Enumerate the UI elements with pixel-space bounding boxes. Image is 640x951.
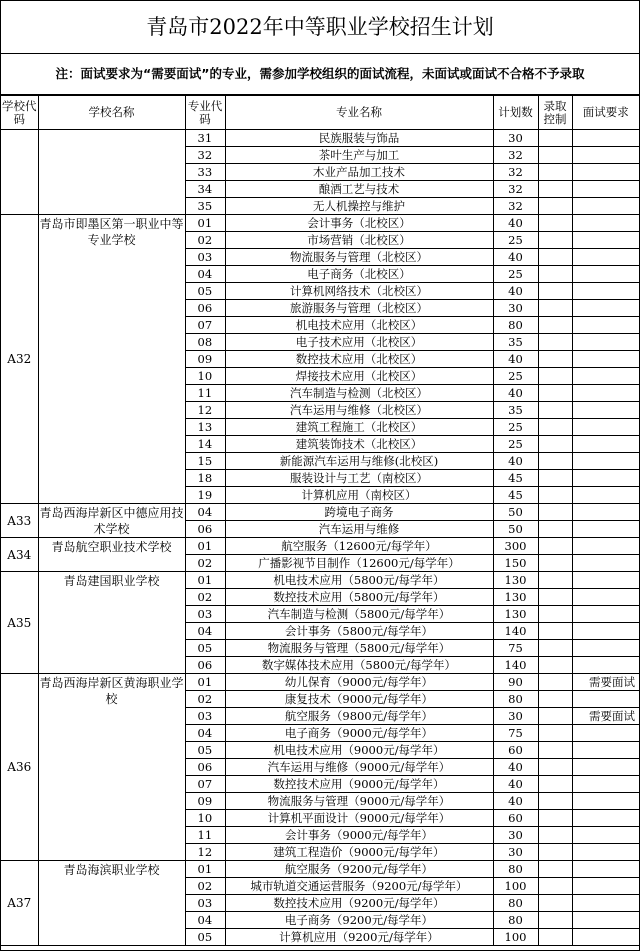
interview-cell bbox=[572, 249, 639, 266]
major-name-cell: 计算机网络技术（北校区） bbox=[225, 283, 493, 300]
admission-control-cell bbox=[538, 742, 572, 759]
major-code-cell: 35 bbox=[185, 198, 225, 215]
interview-cell bbox=[572, 181, 639, 198]
major-name-cell: 机电技术应用（5800元/每学年） bbox=[225, 572, 493, 589]
major-name-cell: 焊接技术应用（北校区） bbox=[225, 368, 493, 385]
interview-cell bbox=[572, 776, 639, 793]
major-name-cell: 市场营销（北校区） bbox=[225, 232, 493, 249]
major-name-cell: 建筑装饰技术（北校区） bbox=[225, 436, 493, 453]
major-code-cell: 07 bbox=[185, 317, 225, 334]
interview-cell bbox=[572, 759, 639, 776]
plan-count-cell: 90 bbox=[493, 674, 538, 691]
admission-control-cell bbox=[538, 878, 572, 895]
major-code-cell: 06 bbox=[185, 759, 225, 776]
header-school-code: 学校代码 bbox=[1, 96, 38, 130]
school-code-cell: A34 bbox=[1, 538, 38, 572]
plan-count-cell: 45 bbox=[493, 487, 538, 504]
major-code-cell: 10 bbox=[185, 368, 225, 385]
admission-control-cell bbox=[538, 657, 572, 674]
major-name-cell: 电子商务（北校区） bbox=[225, 266, 493, 283]
major-name-cell: 物流服务与管理（北校区） bbox=[225, 249, 493, 266]
major-code-cell: 02 bbox=[185, 691, 225, 708]
admission-control-cell bbox=[538, 844, 572, 861]
major-code-cell: 32 bbox=[185, 147, 225, 164]
admission-control-cell bbox=[538, 674, 572, 691]
interview-cell bbox=[572, 725, 639, 742]
admission-control-cell bbox=[538, 861, 572, 878]
interview-cell bbox=[572, 742, 639, 759]
table-header-row bbox=[1, 96, 639, 130]
interview-cell bbox=[572, 402, 639, 419]
major-code-cell: 04 bbox=[185, 504, 225, 521]
major-code-cell: 08 bbox=[185, 334, 225, 351]
major-name-cell: 航空服务（12600元/每学年） bbox=[225, 538, 493, 555]
major-name-cell: 数控技术应用（9000元/每学年） bbox=[225, 776, 493, 793]
header-admission-control: 录取控制 bbox=[538, 96, 572, 130]
major-code-cell: 01 bbox=[185, 674, 225, 691]
plan-count-cell: 130 bbox=[493, 589, 538, 606]
major-name-cell: 机电技术应用（北校区） bbox=[225, 317, 493, 334]
admission-control-cell bbox=[538, 504, 572, 521]
interview-note: 注：面试要求为“需要面试”的专业，需参加学校组织的面试流程，未面试或面试不合格不予录取 bbox=[1, 54, 639, 95]
plan-count-cell: 75 bbox=[493, 640, 538, 657]
table-row bbox=[1, 861, 639, 878]
admission-control-cell bbox=[538, 283, 572, 300]
admission-control-cell bbox=[538, 895, 572, 912]
major-name-cell: 幼儿保育（9000元/每学年） bbox=[225, 674, 493, 691]
admission-control-cell bbox=[538, 232, 572, 249]
plan-count-cell: 80 bbox=[493, 317, 538, 334]
major-code-cell: 04 bbox=[185, 725, 225, 742]
plan-count-cell: 40 bbox=[493, 776, 538, 793]
interview-cell bbox=[572, 538, 639, 555]
plan-count-cell: 50 bbox=[493, 521, 538, 538]
table-row bbox=[1, 572, 639, 589]
interview-cell bbox=[572, 912, 639, 929]
school-name-cell: 青岛市即墨区第一职业中等专业学校 bbox=[38, 215, 185, 504]
major-name-cell: 汽车制造与检测（北校区） bbox=[225, 385, 493, 402]
table-body bbox=[1, 130, 639, 946]
plan-count-cell: 25 bbox=[493, 368, 538, 385]
interview-cell bbox=[572, 164, 639, 181]
major-name-cell: 计算机应用（南校区） bbox=[225, 487, 493, 504]
major-code-cell: 02 bbox=[185, 589, 225, 606]
major-code-cell: 04 bbox=[185, 623, 225, 640]
admission-control-cell bbox=[538, 334, 572, 351]
plan-count-cell: 40 bbox=[493, 793, 538, 810]
interview-cell bbox=[572, 147, 639, 164]
plan-count-cell: 35 bbox=[493, 334, 538, 351]
admission-control-cell bbox=[538, 385, 572, 402]
interview-cell bbox=[572, 623, 639, 640]
major-code-cell: 06 bbox=[185, 521, 225, 538]
interview-cell bbox=[572, 317, 639, 334]
plan-count-cell: 100 bbox=[493, 878, 538, 895]
interview-cell bbox=[572, 878, 639, 895]
admission-control-cell bbox=[538, 402, 572, 419]
enrollment-table bbox=[1, 95, 639, 946]
school-code-cell: A33 bbox=[1, 504, 38, 538]
school-name-cell: 青岛航空职业技术学校 bbox=[38, 538, 185, 572]
major-code-cell: 03 bbox=[185, 708, 225, 725]
major-name-cell: 航空服务（9800元/每学年） bbox=[225, 708, 493, 725]
interview-cell bbox=[572, 368, 639, 385]
interview-cell bbox=[572, 657, 639, 674]
major-code-cell: 04 bbox=[185, 912, 225, 929]
major-name-cell: 汽车运用与维修（9000元/每学年） bbox=[225, 759, 493, 776]
major-code-cell: 05 bbox=[185, 929, 225, 946]
major-code-cell: 03 bbox=[185, 895, 225, 912]
major-code-cell: 01 bbox=[185, 861, 225, 878]
interview-cell bbox=[572, 504, 639, 521]
major-code-cell: 14 bbox=[185, 436, 225, 453]
major-code-cell: 05 bbox=[185, 640, 225, 657]
plan-count-cell: 150 bbox=[493, 555, 538, 572]
plan-count-cell: 25 bbox=[493, 419, 538, 436]
interview-cell bbox=[572, 300, 639, 317]
major-name-cell: 服装设计与工艺（南校区） bbox=[225, 470, 493, 487]
major-name-cell: 会计事务（北校区） bbox=[225, 215, 493, 232]
interview-cell bbox=[572, 334, 639, 351]
major-code-cell: 11 bbox=[185, 827, 225, 844]
major-name-cell: 建筑工程施工（北校区） bbox=[225, 419, 493, 436]
admission-control-cell bbox=[538, 640, 572, 657]
major-code-cell: 07 bbox=[185, 776, 225, 793]
admission-control-cell bbox=[538, 555, 572, 572]
admission-control-cell bbox=[538, 759, 572, 776]
major-name-cell: 民族服装与饰品 bbox=[225, 130, 493, 147]
interview-cell: 需要面试 bbox=[572, 674, 639, 691]
major-code-cell: 09 bbox=[185, 351, 225, 368]
header-major-name: 专业名称 bbox=[225, 96, 493, 130]
admission-control-cell bbox=[538, 691, 572, 708]
interview-cell bbox=[572, 640, 639, 657]
major-code-cell: 09 bbox=[185, 793, 225, 810]
interview-cell bbox=[572, 929, 639, 946]
plan-count-cell: 60 bbox=[493, 810, 538, 827]
major-name-cell: 无人机操控与维护 bbox=[225, 198, 493, 215]
major-code-cell: 01 bbox=[185, 572, 225, 589]
table-row bbox=[1, 538, 639, 555]
interview-cell bbox=[572, 215, 639, 232]
major-name-cell: 酿酒工艺与技术 bbox=[225, 181, 493, 198]
major-code-cell: 06 bbox=[185, 657, 225, 674]
major-code-cell: 19 bbox=[185, 487, 225, 504]
plan-count-cell: 40 bbox=[493, 249, 538, 266]
interview-cell bbox=[572, 572, 639, 589]
major-code-cell: 33 bbox=[185, 164, 225, 181]
plan-count-cell: 25 bbox=[493, 266, 538, 283]
plan-count-cell: 32 bbox=[493, 198, 538, 215]
interview-cell bbox=[572, 419, 639, 436]
admission-control-cell bbox=[538, 487, 572, 504]
interview-cell bbox=[572, 130, 639, 147]
interview-cell bbox=[572, 385, 639, 402]
table-row bbox=[1, 504, 639, 521]
major-code-cell: 01 bbox=[185, 538, 225, 555]
interview-cell bbox=[572, 453, 639, 470]
major-code-cell: 12 bbox=[185, 402, 225, 419]
plan-count-cell: 40 bbox=[493, 351, 538, 368]
admission-control-cell bbox=[538, 368, 572, 385]
interview-cell bbox=[572, 351, 639, 368]
major-name-cell: 木业产品加工技术 bbox=[225, 164, 493, 181]
admission-control-cell bbox=[538, 776, 572, 793]
plan-count-cell: 30 bbox=[493, 708, 538, 725]
major-code-cell: 15 bbox=[185, 453, 225, 470]
major-name-cell: 电子技术应用（北校区） bbox=[225, 334, 493, 351]
admission-control-cell bbox=[538, 912, 572, 929]
admission-control-cell bbox=[538, 589, 572, 606]
admission-control-cell bbox=[538, 538, 572, 555]
admission-control-cell bbox=[538, 198, 572, 215]
major-code-cell: 03 bbox=[185, 606, 225, 623]
interview-cell bbox=[572, 266, 639, 283]
major-name-cell: 汽车运用与维修（北校区） bbox=[225, 402, 493, 419]
major-code-cell: 18 bbox=[185, 470, 225, 487]
plan-count-cell: 100 bbox=[493, 929, 538, 946]
major-name-cell: 跨境电子商务 bbox=[225, 504, 493, 521]
interview-cell bbox=[572, 232, 639, 249]
header-plan-count: 计划数 bbox=[493, 96, 538, 130]
plan-count-cell: 140 bbox=[493, 657, 538, 674]
plan-count-cell: 40 bbox=[493, 759, 538, 776]
major-code-cell: 31 bbox=[185, 130, 225, 147]
major-name-cell: 城市轨道交通运营服务（9200元/每学年） bbox=[225, 878, 493, 895]
major-code-cell: 04 bbox=[185, 266, 225, 283]
admission-control-cell bbox=[538, 419, 572, 436]
admission-control-cell bbox=[538, 929, 572, 946]
major-name-cell: 数控技术应用（9200元/每学年） bbox=[225, 895, 493, 912]
admission-control-cell bbox=[538, 249, 572, 266]
school-code-cell: A37 bbox=[1, 861, 38, 946]
admission-control-cell bbox=[538, 470, 572, 487]
school-name-cell bbox=[38, 130, 185, 215]
header-major-code: 专业代码 bbox=[185, 96, 225, 130]
admission-control-cell bbox=[538, 606, 572, 623]
major-code-cell: 10 bbox=[185, 810, 225, 827]
admission-control-cell bbox=[538, 181, 572, 198]
major-name-cell: 汽车运用与维修 bbox=[225, 521, 493, 538]
major-code-cell: 03 bbox=[185, 249, 225, 266]
table-row bbox=[1, 130, 639, 147]
plan-count-cell: 32 bbox=[493, 147, 538, 164]
admission-control-cell bbox=[538, 827, 572, 844]
major-name-cell: 数控技术应用（5800元/每学年） bbox=[225, 589, 493, 606]
plan-count-cell: 130 bbox=[493, 572, 538, 589]
major-name-cell: 广播影视节目制作（12600元/每学年） bbox=[225, 555, 493, 572]
major-code-cell: 02 bbox=[185, 555, 225, 572]
major-name-cell: 物流服务与管理（9000元/每学年） bbox=[225, 793, 493, 810]
interview-cell bbox=[572, 521, 639, 538]
interview-cell bbox=[572, 283, 639, 300]
admission-control-cell bbox=[538, 351, 572, 368]
header-interview: 面试要求 bbox=[572, 96, 639, 130]
major-code-cell: 06 bbox=[185, 300, 225, 317]
plan-count-cell: 30 bbox=[493, 130, 538, 147]
major-name-cell: 计算机应用（9200元/每学年） bbox=[225, 929, 493, 946]
plan-count-cell: 45 bbox=[493, 470, 538, 487]
interview-cell: 需要面试 bbox=[572, 708, 639, 725]
interview-cell bbox=[572, 861, 639, 878]
admission-control-cell bbox=[538, 300, 572, 317]
interview-cell bbox=[572, 487, 639, 504]
school-name-cell: 青岛建国职业学校 bbox=[38, 572, 185, 674]
school-code-cell: A32 bbox=[1, 215, 38, 504]
header-school-name: 学校名称 bbox=[38, 96, 185, 130]
major-name-cell: 数字媒体技术应用（5800元/每学年） bbox=[225, 657, 493, 674]
plan-count-cell: 32 bbox=[493, 181, 538, 198]
interview-cell bbox=[572, 555, 639, 572]
plan-count-cell: 30 bbox=[493, 300, 538, 317]
major-name-cell: 新能源汽车运用与维修(北校区) bbox=[225, 453, 493, 470]
admission-control-cell bbox=[538, 453, 572, 470]
major-name-cell: 茶叶生产与加工 bbox=[225, 147, 493, 164]
major-name-cell: 数控技术应用（北校区） bbox=[225, 351, 493, 368]
plan-count-cell: 130 bbox=[493, 606, 538, 623]
page-title: 青岛市2022年中等职业学校招生计划 bbox=[1, 1, 639, 54]
interview-cell bbox=[572, 470, 639, 487]
plan-count-cell: 40 bbox=[493, 453, 538, 470]
plan-count-cell: 80 bbox=[493, 861, 538, 878]
major-name-cell: 物流服务与管理（5800元/每学年） bbox=[225, 640, 493, 657]
major-name-cell: 旅游服务与管理（北校区） bbox=[225, 300, 493, 317]
table-row bbox=[1, 674, 639, 691]
major-name-cell: 电子商务（9200元/每学年） bbox=[225, 912, 493, 929]
plan-count-cell: 32 bbox=[493, 164, 538, 181]
plan-count-cell: 40 bbox=[493, 283, 538, 300]
interview-cell bbox=[572, 589, 639, 606]
major-name-cell: 计算机平面设计（9000元/每学年） bbox=[225, 810, 493, 827]
admission-control-cell bbox=[538, 725, 572, 742]
plan-count-cell: 25 bbox=[493, 232, 538, 249]
plan-count-cell: 35 bbox=[493, 402, 538, 419]
admission-control-cell bbox=[538, 215, 572, 232]
school-name-cell: 青岛西海岸新区黄海职业学校 bbox=[38, 674, 185, 861]
plan-count-cell: 25 bbox=[493, 436, 538, 453]
plan-count-cell: 300 bbox=[493, 538, 538, 555]
admission-control-cell bbox=[538, 521, 572, 538]
major-name-cell: 汽车制造与检测（5800元/每学年） bbox=[225, 606, 493, 623]
interview-cell bbox=[572, 793, 639, 810]
plan-count-cell: 75 bbox=[493, 725, 538, 742]
major-name-cell: 康复技术（9000元/每学年） bbox=[225, 691, 493, 708]
plan-count-cell: 30 bbox=[493, 827, 538, 844]
plan-count-cell: 40 bbox=[493, 215, 538, 232]
admission-control-cell bbox=[538, 810, 572, 827]
admission-control-cell bbox=[538, 793, 572, 810]
admission-control-cell bbox=[538, 130, 572, 147]
interview-cell bbox=[572, 606, 639, 623]
plan-count-cell: 50 bbox=[493, 504, 538, 521]
interview-cell bbox=[572, 844, 639, 861]
school-code-cell: A36 bbox=[1, 674, 38, 861]
major-code-cell: 12 bbox=[185, 844, 225, 861]
interview-cell bbox=[572, 810, 639, 827]
plan-count-cell: 60 bbox=[493, 742, 538, 759]
table-row bbox=[1, 215, 639, 232]
plan-count-cell: 80 bbox=[493, 691, 538, 708]
admission-control-cell bbox=[538, 317, 572, 334]
major-code-cell: 13 bbox=[185, 419, 225, 436]
major-code-cell: 01 bbox=[185, 215, 225, 232]
plan-count-cell: 140 bbox=[493, 623, 538, 640]
admission-control-cell bbox=[538, 623, 572, 640]
admission-control-cell bbox=[538, 708, 572, 725]
admission-control-cell bbox=[538, 266, 572, 283]
admission-control-cell bbox=[538, 164, 572, 181]
interview-cell bbox=[572, 198, 639, 215]
major-name-cell: 会计事务（9000元/每学年） bbox=[225, 827, 493, 844]
admission-control-cell bbox=[538, 436, 572, 453]
major-name-cell: 建筑工程造价（9000元/每学年） bbox=[225, 844, 493, 861]
interview-cell bbox=[572, 691, 639, 708]
major-code-cell: 05 bbox=[185, 283, 225, 300]
interview-cell bbox=[572, 827, 639, 844]
admission-control-cell bbox=[538, 147, 572, 164]
major-code-cell: 02 bbox=[185, 232, 225, 249]
major-name-cell: 机电技术应用（9000元/每学年） bbox=[225, 742, 493, 759]
plan-count-cell: 30 bbox=[493, 844, 538, 861]
admission-control-cell bbox=[538, 572, 572, 589]
plan-count-cell: 80 bbox=[493, 912, 538, 929]
school-name-cell: 青岛西海岸新区中德应用技术学校 bbox=[38, 504, 185, 538]
major-code-cell: 02 bbox=[185, 878, 225, 895]
interview-cell bbox=[572, 895, 639, 912]
major-code-cell: 34 bbox=[185, 181, 225, 198]
interview-cell bbox=[572, 436, 639, 453]
major-name-cell: 会计事务（5800元/每学年） bbox=[225, 623, 493, 640]
school-code-cell: A35 bbox=[1, 572, 38, 674]
major-name-cell: 电子商务（9000元/每学年） bbox=[225, 725, 493, 742]
plan-count-cell: 80 bbox=[493, 895, 538, 912]
major-code-cell: 05 bbox=[185, 742, 225, 759]
school-code-cell bbox=[1, 130, 38, 215]
plan-count-cell: 40 bbox=[493, 385, 538, 402]
school-name-cell: 青岛海滨职业学校 bbox=[38, 861, 185, 946]
major-name-cell: 航空服务（9200元/每学年） bbox=[225, 861, 493, 878]
major-code-cell: 11 bbox=[185, 385, 225, 402]
